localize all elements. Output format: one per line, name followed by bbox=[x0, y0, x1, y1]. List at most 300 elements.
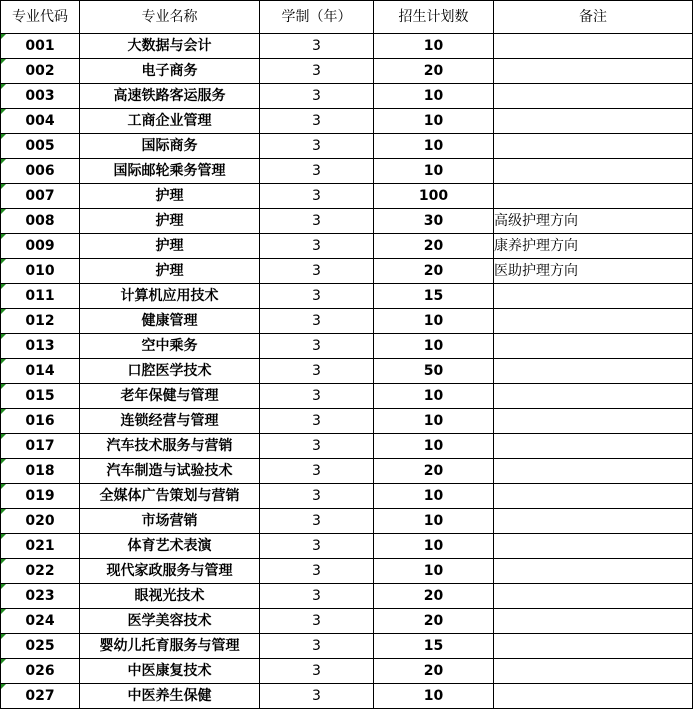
cell-major-name-text: 空中乘务 bbox=[141, 338, 198, 354]
cell-enrollment-quota-text: 10 bbox=[423, 438, 444, 454]
cell-duration[interactable] bbox=[260, 584, 374, 609]
header-enrollment-quota[interactable]: 招生计划数 bbox=[374, 1, 494, 34]
cell-duration-text: 3 bbox=[312, 88, 321, 104]
cell-remarks-text: 康养护理方向 bbox=[494, 238, 578, 254]
cell-duration-text: 3 bbox=[312, 538, 321, 554]
cell-major-name[interactable] bbox=[80, 459, 260, 484]
cell-major-code-text: 018 bbox=[25, 463, 55, 479]
cell-major-name-text: 高速铁路客运服务 bbox=[113, 88, 226, 104]
cell-major-code[interactable] bbox=[1, 434, 80, 459]
cell-remarks[interactable] bbox=[494, 34, 693, 59]
cell-major-name-text: 市场营销 bbox=[141, 513, 198, 529]
cell-major-name-text: 老年保健与管理 bbox=[120, 388, 219, 404]
table-row bbox=[1, 334, 693, 359]
cell-enrollment-quota[interactable] bbox=[374, 509, 494, 534]
cell-major-code[interactable] bbox=[1, 109, 80, 134]
cell-enrollment-quota-text: 10 bbox=[423, 563, 444, 579]
cell-enrollment-quota-text: 20 bbox=[423, 63, 444, 79]
cell-major-name[interactable] bbox=[80, 434, 260, 459]
cell-major-name-text: 护理 bbox=[155, 238, 184, 254]
text-number-warning-icon bbox=[1, 59, 6, 64]
table-row bbox=[1, 309, 693, 334]
cell-enrollment-quota-text: 20 bbox=[423, 588, 444, 604]
cell-major-code-text: 021 bbox=[25, 538, 55, 554]
cell-major-code[interactable] bbox=[1, 284, 80, 309]
cell-enrollment-quota[interactable] bbox=[374, 384, 494, 409]
table-row bbox=[1, 284, 693, 309]
text-number-warning-icon bbox=[1, 109, 6, 114]
text-number-warning-icon bbox=[1, 309, 6, 314]
cell-duration[interactable] bbox=[260, 634, 374, 659]
cell-enrollment-quota[interactable] bbox=[374, 584, 494, 609]
cell-remarks[interactable] bbox=[494, 59, 693, 84]
cell-major-name-text: 国际商务 bbox=[141, 138, 198, 154]
cell-major-code-text: 017 bbox=[25, 438, 55, 454]
cell-enrollment-quota[interactable] bbox=[374, 259, 494, 284]
cell-major-code-text: 007 bbox=[25, 188, 55, 204]
cell-major-code-text: 004 bbox=[25, 113, 55, 129]
text-number-warning-icon bbox=[1, 534, 6, 539]
table-row bbox=[1, 134, 693, 159]
table-row bbox=[1, 209, 693, 234]
cell-remarks[interactable] bbox=[494, 284, 693, 309]
cell-remarks[interactable] bbox=[494, 259, 693, 284]
cell-duration[interactable] bbox=[260, 409, 374, 434]
cell-duration[interactable] bbox=[260, 184, 374, 209]
cell-major-code-text: 008 bbox=[25, 213, 55, 229]
cell-major-name[interactable] bbox=[80, 384, 260, 409]
cell-enrollment-quota[interactable] bbox=[374, 359, 494, 384]
table-row bbox=[1, 184, 693, 209]
cell-duration-text: 3 bbox=[312, 63, 321, 79]
cell-remarks[interactable] bbox=[494, 359, 693, 384]
text-number-warning-icon bbox=[1, 409, 6, 414]
cell-duration[interactable] bbox=[260, 159, 374, 184]
cell-major-name[interactable] bbox=[80, 534, 260, 559]
cell-enrollment-quota[interactable] bbox=[374, 184, 494, 209]
cell-enrollment-quota-text: 15 bbox=[423, 638, 444, 654]
cell-enrollment-quota-text: 10 bbox=[423, 488, 444, 504]
cell-major-name-text: 汽车制造与试验技术 bbox=[106, 463, 233, 479]
cell-major-code-text: 015 bbox=[25, 388, 55, 404]
text-number-warning-icon bbox=[1, 84, 6, 89]
cell-enrollment-quota[interactable] bbox=[374, 234, 494, 259]
cell-major-name-text: 连锁经营与管理 bbox=[120, 413, 219, 429]
cell-major-code-text: 022 bbox=[25, 563, 55, 579]
cell-duration-text: 3 bbox=[312, 463, 321, 479]
cell-enrollment-quota-text: 100 bbox=[418, 188, 449, 204]
cell-major-name[interactable] bbox=[80, 359, 260, 384]
cell-major-name[interactable] bbox=[80, 209, 260, 234]
cell-major-code[interactable] bbox=[1, 484, 80, 509]
cell-enrollment-quota-text: 20 bbox=[423, 238, 444, 254]
text-number-warning-icon bbox=[1, 259, 6, 264]
cell-major-code[interactable] bbox=[1, 534, 80, 559]
cell-duration[interactable] bbox=[260, 209, 374, 234]
cell-major-name[interactable] bbox=[80, 59, 260, 84]
text-number-warning-icon bbox=[1, 384, 6, 389]
cell-major-name-text: 大数据与会计 bbox=[127, 38, 212, 54]
cell-enrollment-quota-text: 10 bbox=[423, 113, 444, 129]
cell-major-code-text: 012 bbox=[25, 313, 55, 329]
cell-enrollment-quota[interactable] bbox=[374, 334, 494, 359]
cell-remarks[interactable] bbox=[494, 459, 693, 484]
cell-major-code-text: 020 bbox=[25, 513, 55, 529]
cell-remarks[interactable] bbox=[494, 184, 693, 209]
cell-major-code[interactable] bbox=[1, 59, 80, 84]
text-number-warning-icon bbox=[1, 459, 6, 464]
cell-enrollment-quota[interactable] bbox=[374, 484, 494, 509]
text-number-warning-icon bbox=[1, 284, 6, 289]
cell-major-name-text: 护理 bbox=[155, 263, 184, 279]
cell-enrollment-quota-text: 10 bbox=[423, 513, 444, 529]
table-row bbox=[1, 559, 693, 584]
table-row bbox=[1, 534, 693, 559]
cell-enrollment-quota[interactable] bbox=[374, 109, 494, 134]
cell-major-name-text: 计算机应用技术 bbox=[120, 288, 219, 304]
cell-enrollment-quota-text: 10 bbox=[423, 413, 444, 429]
cell-major-name[interactable] bbox=[80, 134, 260, 159]
cell-enrollment-quota[interactable] bbox=[374, 59, 494, 84]
cell-major-code[interactable] bbox=[1, 234, 80, 259]
cell-remarks-text: 医助护理方向 bbox=[494, 263, 578, 279]
header-duration[interactable]: 学制（年） bbox=[260, 1, 374, 34]
table-row bbox=[1, 659, 693, 684]
header-remarks[interactable]: 备注 bbox=[494, 1, 693, 34]
text-number-warning-icon bbox=[1, 684, 6, 689]
cell-major-code-text: 026 bbox=[25, 663, 55, 679]
cell-duration[interactable] bbox=[260, 684, 374, 709]
cell-remarks[interactable] bbox=[494, 334, 693, 359]
cell-duration-text: 3 bbox=[312, 138, 321, 154]
cell-enrollment-quota-text: 10 bbox=[423, 138, 444, 154]
cell-remarks[interactable] bbox=[494, 559, 693, 584]
cell-duration[interactable] bbox=[260, 259, 374, 284]
cell-duration-text: 3 bbox=[312, 363, 321, 379]
cell-duration-text: 3 bbox=[312, 188, 321, 204]
cell-enrollment-quota[interactable] bbox=[374, 84, 494, 109]
table-row bbox=[1, 509, 693, 534]
cell-major-code[interactable] bbox=[1, 684, 80, 709]
cell-enrollment-quota[interactable] bbox=[374, 134, 494, 159]
table-row bbox=[1, 584, 693, 609]
header-row bbox=[1, 1, 693, 34]
cell-major-code[interactable] bbox=[1, 609, 80, 634]
cell-remarks[interactable] bbox=[494, 509, 693, 534]
cell-major-code-text: 025 bbox=[25, 638, 55, 654]
text-number-warning-icon bbox=[1, 609, 6, 614]
text-number-warning-icon bbox=[1, 234, 6, 239]
cell-enrollment-quota-text: 10 bbox=[423, 88, 444, 104]
cell-major-name[interactable] bbox=[80, 184, 260, 209]
table-row bbox=[1, 259, 693, 284]
cell-duration-text: 3 bbox=[312, 113, 321, 129]
cell-enrollment-quota[interactable] bbox=[374, 659, 494, 684]
text-number-warning-icon bbox=[1, 159, 6, 164]
cell-enrollment-quota[interactable] bbox=[374, 634, 494, 659]
cell-duration-text: 3 bbox=[312, 388, 321, 404]
cell-major-name-text: 国际邮轮乘务管理 bbox=[113, 163, 226, 179]
cell-enrollment-quota[interactable] bbox=[374, 459, 494, 484]
cell-duration-text: 3 bbox=[312, 238, 321, 254]
cell-major-code-text: 010 bbox=[25, 263, 55, 279]
cell-major-name[interactable] bbox=[80, 509, 260, 534]
cell-duration[interactable] bbox=[260, 284, 374, 309]
cell-enrollment-quota[interactable] bbox=[374, 34, 494, 59]
cell-remarks-text: 高级护理方向 bbox=[494, 213, 578, 229]
cell-major-code[interactable] bbox=[1, 659, 80, 684]
cell-major-code-text: 006 bbox=[25, 163, 55, 179]
cell-major-code[interactable] bbox=[1, 584, 80, 609]
table-row bbox=[1, 359, 693, 384]
cell-duration-text: 3 bbox=[312, 338, 321, 354]
table-row bbox=[1, 109, 693, 134]
cell-enrollment-quota-text: 20 bbox=[423, 613, 444, 629]
cell-major-code[interactable] bbox=[1, 34, 80, 59]
text-number-warning-icon bbox=[1, 209, 6, 214]
cell-remarks[interactable] bbox=[494, 209, 693, 234]
table-row bbox=[1, 234, 693, 259]
cell-remarks[interactable] bbox=[494, 234, 693, 259]
cell-enrollment-quota-text: 10 bbox=[423, 688, 444, 704]
table-row bbox=[1, 459, 693, 484]
cell-duration[interactable] bbox=[260, 234, 374, 259]
cell-enrollment-quota-text: 10 bbox=[423, 538, 444, 554]
cell-duration-text: 3 bbox=[312, 613, 321, 629]
cell-major-name-text: 中医康复技术 bbox=[127, 663, 212, 679]
cell-remarks[interactable] bbox=[494, 434, 693, 459]
cell-enrollment-quota-text: 10 bbox=[423, 313, 444, 329]
text-number-warning-icon bbox=[1, 509, 6, 514]
cell-duration[interactable] bbox=[260, 334, 374, 359]
table-row bbox=[1, 434, 693, 459]
cell-major-code[interactable] bbox=[1, 159, 80, 184]
cell-major-name[interactable] bbox=[80, 684, 260, 709]
cell-remarks[interactable] bbox=[494, 484, 693, 509]
cell-remarks[interactable] bbox=[494, 134, 693, 159]
cell-enrollment-quota-text: 10 bbox=[423, 38, 444, 54]
cell-enrollment-quota-text: 20 bbox=[423, 463, 444, 479]
cell-duration-text: 3 bbox=[312, 263, 321, 279]
cell-duration-text: 3 bbox=[312, 413, 321, 429]
cell-major-code[interactable] bbox=[1, 559, 80, 584]
cell-duration[interactable] bbox=[260, 534, 374, 559]
cell-major-code-text: 016 bbox=[25, 413, 55, 429]
cell-major-name-text: 护理 bbox=[155, 188, 184, 204]
text-number-warning-icon bbox=[1, 559, 6, 564]
table-row bbox=[1, 609, 693, 634]
cell-duration[interactable] bbox=[260, 384, 374, 409]
cell-major-name-text: 电子商务 bbox=[141, 63, 198, 79]
cell-major-code[interactable] bbox=[1, 184, 80, 209]
cell-major-code-text: 023 bbox=[25, 588, 55, 604]
table-body bbox=[1, 34, 693, 709]
cell-enrollment-quota-text: 20 bbox=[423, 663, 444, 679]
cell-major-code[interactable] bbox=[1, 409, 80, 434]
table-row bbox=[1, 84, 693, 109]
cell-major-name[interactable] bbox=[80, 109, 260, 134]
cell-duration[interactable] bbox=[260, 359, 374, 384]
cell-major-name[interactable] bbox=[80, 234, 260, 259]
cell-remarks[interactable] bbox=[494, 534, 693, 559]
cell-remarks[interactable] bbox=[494, 609, 693, 634]
cell-duration[interactable] bbox=[260, 34, 374, 59]
cell-remarks[interactable] bbox=[494, 109, 693, 134]
cell-enrollment-quota[interactable] bbox=[374, 534, 494, 559]
cell-major-code[interactable] bbox=[1, 334, 80, 359]
cell-enrollment-quota[interactable] bbox=[374, 559, 494, 584]
cell-major-name-text: 口腔医学技术 bbox=[127, 363, 212, 379]
cell-major-name-text: 全媒体广告策划与营销 bbox=[99, 488, 240, 504]
cell-major-name[interactable] bbox=[80, 559, 260, 584]
cell-remarks[interactable] bbox=[494, 584, 693, 609]
cell-major-code[interactable] bbox=[1, 209, 80, 234]
cell-major-name-text: 体育艺术表演 bbox=[127, 538, 212, 554]
cell-enrollment-quota-text: 10 bbox=[423, 163, 444, 179]
cell-major-code-text: 002 bbox=[25, 63, 55, 79]
cell-major-code[interactable] bbox=[1, 84, 80, 109]
cell-duration-text: 3 bbox=[312, 688, 321, 704]
cell-duration[interactable] bbox=[260, 659, 374, 684]
table-row bbox=[1, 384, 693, 409]
cell-major-name[interactable] bbox=[80, 584, 260, 609]
cell-major-name[interactable] bbox=[80, 659, 260, 684]
cell-duration[interactable] bbox=[260, 484, 374, 509]
table-row bbox=[1, 34, 693, 59]
cell-major-name[interactable] bbox=[80, 34, 260, 59]
cell-duration-text: 3 bbox=[312, 313, 321, 329]
cell-duration[interactable] bbox=[260, 559, 374, 584]
cell-duration[interactable] bbox=[260, 109, 374, 134]
cell-major-code[interactable] bbox=[1, 634, 80, 659]
text-number-warning-icon bbox=[1, 634, 6, 639]
cell-enrollment-quota[interactable] bbox=[374, 409, 494, 434]
text-number-warning-icon bbox=[1, 334, 6, 339]
cell-duration-text: 3 bbox=[312, 638, 321, 654]
cell-duration[interactable] bbox=[260, 609, 374, 634]
cell-enrollment-quota-text: 30 bbox=[423, 213, 444, 229]
cell-enrollment-quota[interactable] bbox=[374, 434, 494, 459]
cell-major-name[interactable] bbox=[80, 259, 260, 284]
cell-major-code-text: 014 bbox=[25, 363, 55, 379]
cell-remarks[interactable] bbox=[494, 384, 693, 409]
cell-remarks[interactable] bbox=[494, 684, 693, 709]
cell-major-code[interactable] bbox=[1, 359, 80, 384]
cell-enrollment-quota-text: 10 bbox=[423, 388, 444, 404]
cell-major-name-text: 护理 bbox=[155, 213, 184, 229]
cell-remarks[interactable] bbox=[494, 409, 693, 434]
cell-major-name-text: 现代家政服务与管理 bbox=[106, 563, 233, 579]
cell-major-code[interactable] bbox=[1, 459, 80, 484]
cell-remarks[interactable] bbox=[494, 309, 693, 334]
cell-enrollment-quota[interactable] bbox=[374, 209, 494, 234]
text-number-warning-icon bbox=[1, 34, 6, 39]
text-number-warning-icon bbox=[1, 584, 6, 589]
cell-enrollment-quota[interactable] bbox=[374, 159, 494, 184]
text-number-warning-icon bbox=[1, 184, 6, 189]
cell-major-code[interactable] bbox=[1, 259, 80, 284]
cell-major-code-text: 013 bbox=[25, 338, 55, 354]
cell-major-name[interactable] bbox=[80, 284, 260, 309]
cell-duration[interactable] bbox=[260, 434, 374, 459]
cell-major-code[interactable] bbox=[1, 134, 80, 159]
cell-remarks[interactable] bbox=[494, 634, 693, 659]
cell-major-name-text: 医学美容技术 bbox=[127, 613, 212, 629]
cell-enrollment-quota-text: 10 bbox=[423, 338, 444, 354]
cell-enrollment-quota[interactable] bbox=[374, 609, 494, 634]
text-number-warning-icon bbox=[1, 434, 6, 439]
cell-major-name[interactable] bbox=[80, 484, 260, 509]
cell-major-name-text: 汽车技术服务与营销 bbox=[106, 438, 233, 454]
cell-major-code[interactable] bbox=[1, 509, 80, 534]
cell-duration-text: 3 bbox=[312, 588, 321, 604]
cell-major-name[interactable] bbox=[80, 84, 260, 109]
cell-major-name[interactable] bbox=[80, 634, 260, 659]
text-number-warning-icon bbox=[1, 659, 6, 664]
cell-duration-text: 3 bbox=[312, 288, 321, 304]
cell-major-name[interactable] bbox=[80, 334, 260, 359]
cell-duration-text: 3 bbox=[312, 438, 321, 454]
cell-major-name[interactable] bbox=[80, 159, 260, 184]
cell-enrollment-quota[interactable] bbox=[374, 309, 494, 334]
cell-duration[interactable] bbox=[260, 134, 374, 159]
cell-duration-text: 3 bbox=[312, 38, 321, 54]
cell-duration[interactable] bbox=[260, 509, 374, 534]
cell-enrollment-quota[interactable] bbox=[374, 684, 494, 709]
cell-duration[interactable] bbox=[260, 59, 374, 84]
cell-major-name[interactable] bbox=[80, 309, 260, 334]
cell-remarks[interactable] bbox=[494, 84, 693, 109]
cell-major-name[interactable] bbox=[80, 609, 260, 634]
cell-major-name-text: 中医养生保健 bbox=[127, 688, 212, 704]
cell-major-code[interactable] bbox=[1, 384, 80, 409]
cell-major-code-text: 027 bbox=[25, 688, 55, 704]
cell-major-name-text: 婴幼儿托育服务与管理 bbox=[99, 638, 240, 654]
table-row bbox=[1, 684, 693, 709]
cell-duration[interactable] bbox=[260, 459, 374, 484]
table-row bbox=[1, 159, 693, 184]
cell-major-name-text: 工商企业管理 bbox=[127, 113, 212, 129]
cell-duration-text: 3 bbox=[312, 563, 321, 579]
cell-duration-text: 3 bbox=[312, 513, 321, 529]
cell-enrollment-quota[interactable] bbox=[374, 284, 494, 309]
table-row bbox=[1, 59, 693, 84]
text-number-warning-icon bbox=[1, 484, 6, 489]
header-major-code[interactable]: 专业代码 bbox=[1, 1, 80, 34]
header-major-name[interactable]: 专业名称 bbox=[80, 1, 260, 34]
table-row bbox=[1, 484, 693, 509]
cell-remarks[interactable] bbox=[494, 659, 693, 684]
cell-major-name[interactable] bbox=[80, 409, 260, 434]
cell-enrollment-quota-text: 20 bbox=[423, 263, 444, 279]
cell-duration-text: 3 bbox=[312, 488, 321, 504]
cell-major-code-text: 005 bbox=[25, 138, 55, 154]
cell-major-code-text: 011 bbox=[25, 288, 55, 304]
table-row bbox=[1, 634, 693, 659]
cell-remarks[interactable] bbox=[494, 159, 693, 184]
cell-major-code-text: 001 bbox=[25, 38, 55, 54]
cell-major-code-text: 024 bbox=[25, 613, 55, 629]
cell-duration-text: 3 bbox=[312, 213, 321, 229]
cell-duration-text: 3 bbox=[312, 663, 321, 679]
cell-duration-text: 3 bbox=[312, 163, 321, 179]
cell-major-code-text: 003 bbox=[25, 88, 55, 104]
cell-duration[interactable] bbox=[260, 309, 374, 334]
cell-duration[interactable] bbox=[260, 84, 374, 109]
cell-major-name-text: 眼视光技术 bbox=[134, 588, 205, 604]
text-number-warning-icon bbox=[1, 359, 6, 364]
cell-major-code[interactable] bbox=[1, 309, 80, 334]
